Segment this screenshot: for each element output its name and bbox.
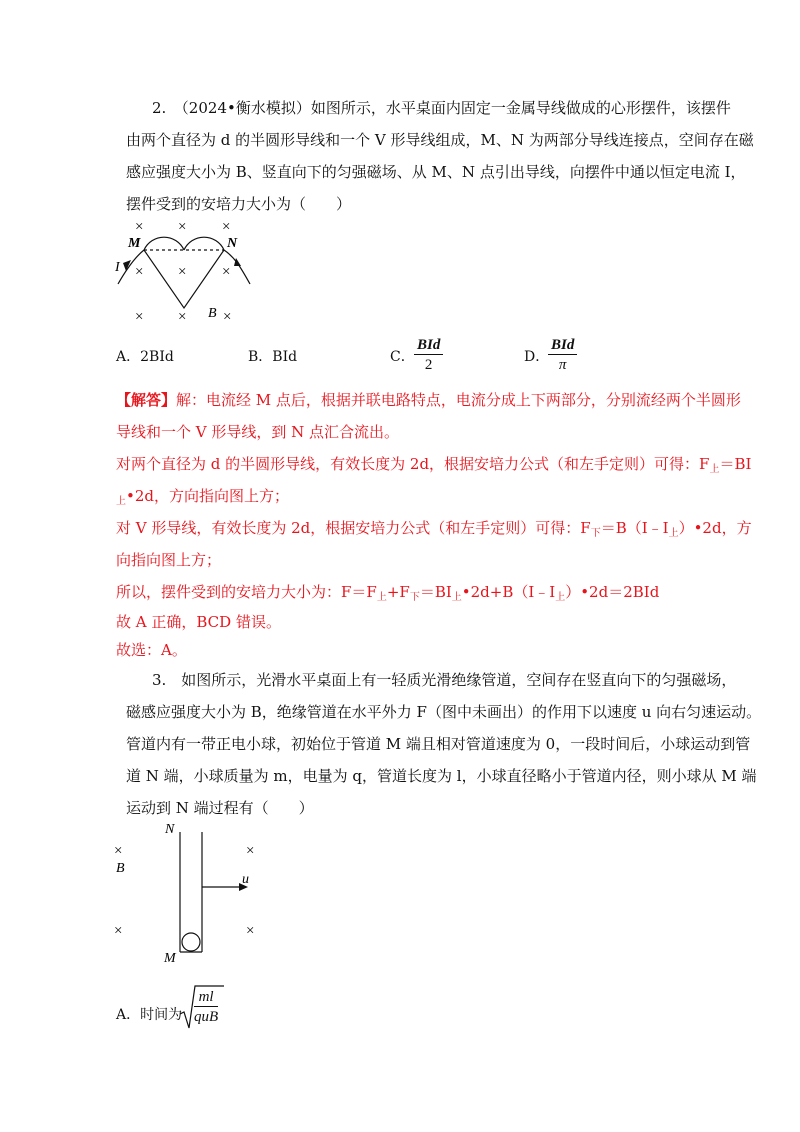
current-arrow-out (234, 258, 241, 266)
answer-text: •2d+B（I﹣I (461, 583, 556, 601)
answer-text: +F (386, 583, 410, 601)
answer-line-4 (116, 486, 289, 509)
answer-text: 所以，摆件受到的安培力大小为：F＝F (116, 583, 377, 601)
subscript: 下 (409, 592, 420, 603)
fraction-numerator: ml (194, 988, 218, 1007)
label-B: B (116, 861, 125, 876)
field-cross: × (223, 309, 232, 325)
answer-line-2: 导线和一个 V 形导线，到 N 点汇合流出。 (116, 423, 400, 441)
charged-ball (182, 933, 200, 951)
label-B: B (208, 306, 217, 321)
q2-option-a[interactable] (116, 346, 174, 366)
subscript: 下 (590, 528, 601, 539)
answer-text: ＝BI (419, 583, 452, 601)
field-cross: × (222, 264, 231, 280)
field-cross: × (135, 264, 144, 280)
field-cross: × (135, 219, 144, 235)
answer-text: •2d，方向指向图上方； (126, 487, 289, 505)
field-cross: × (178, 264, 187, 280)
option-letter: A． (116, 349, 141, 365)
fraction-denominator: π (558, 357, 567, 373)
q2-option-d-fraction (548, 336, 577, 375)
heart-wire-figure (112, 214, 272, 326)
option-text: 时间为 (140, 1007, 183, 1023)
q3-option-a-fraction (194, 988, 218, 1027)
subscript: 上 (451, 592, 462, 603)
option-text: BId (272, 349, 298, 365)
field-cross: × (178, 309, 187, 325)
option-letter: C． (390, 349, 415, 365)
fraction-denominator: quB (194, 1009, 219, 1025)
answer-line-6: 向指向图上方； (116, 551, 222, 569)
field-cross: × (114, 843, 123, 859)
option-letter: A． (116, 1007, 141, 1023)
answer-line-9: 故选：A。 (116, 641, 187, 659)
answer-text: 对两个直径为 d 的半圆形导线，有效长度为 2d，根据安培力公式（和左手定则）可得：F (116, 455, 710, 473)
right-semicircle-wire (184, 237, 224, 250)
option-letter: D． (524, 349, 550, 365)
field-cross: × (178, 219, 187, 235)
field-cross: × (222, 219, 231, 235)
field-cross: × (135, 309, 144, 325)
option-text: 2BId (140, 349, 174, 365)
answer-text: ）•2d＝2BId (565, 583, 660, 601)
q3-line-3: 管道内有一带正电小球，初始位于管道 M 端且相对管道速度为 0，一段时间后，小球运动到管 (126, 735, 751, 753)
answer-line-3 (116, 454, 751, 477)
label-u: u (242, 872, 249, 887)
fraction-denominator: 2 (424, 357, 433, 373)
subscript: 上 (376, 592, 387, 603)
option-letter: B． (248, 349, 273, 365)
subscript: 上 (555, 592, 566, 603)
answer-line-8: 故 A 正确，BCD 错误。 (116, 613, 281, 631)
answer-line-7 (116, 582, 659, 605)
label-N: N (227, 236, 238, 251)
answer-text: 解：电流经 M 点后，根据并联电路特点，电流分成上下两部分，分别流经两个半圆形 (176, 391, 741, 409)
label-I: I (115, 260, 120, 275)
tube-figure (108, 820, 278, 970)
subscript: 上 (668, 528, 679, 539)
q2-option-d[interactable] (524, 346, 549, 366)
answer-text: ＝B（I﹣I (600, 519, 669, 537)
label-M: M (128, 236, 141, 251)
answer-tag: 【解答】 (116, 391, 177, 409)
q3-option-a[interactable] (116, 1004, 182, 1024)
fraction-numerator: BId (414, 336, 443, 355)
q3-line-5: 运动到 N 端过程有（ ） (126, 799, 314, 817)
fraction-numerator: BId (548, 336, 577, 355)
q3-line-2: 磁感应强度大小为 B，绝缘管道在水平外力 F（图中未画出）的作用下以速度 u 向右匀速运动。 (126, 703, 762, 721)
q2-option-c-fraction (414, 336, 443, 375)
answer-line-1 (116, 390, 741, 410)
field-cross: × (246, 923, 255, 939)
label-M: M (164, 951, 176, 966)
q2-line-4: 摆件受到的安培力大小为（ ） (126, 195, 352, 213)
field-cross: × (246, 843, 255, 859)
left-semicircle-wire (144, 237, 184, 250)
label-N: N (165, 822, 175, 837)
field-cross: × (114, 923, 123, 939)
q3-line-1: 3. 如图所示，光滑水平桌面上有一轻质光滑绝缘管道，空间存在竖直向下的匀强磁场， (152, 671, 737, 689)
subscript: 上 (709, 464, 720, 475)
q2-line-1: 2. （2024•衡水模拟）如图所示，水平桌面内固定一金属导线做成的心形摆件，该摆件 (152, 99, 731, 117)
q2-option-c[interactable] (390, 346, 415, 366)
answer-text: ＝BI (719, 455, 752, 473)
q3-line-4: 道 N 端，小球质量为 m，电量为 q，管道长度为 l，小球直径略小于管道内径，则小球从 M 端 (126, 767, 757, 785)
answer-text: ）•2d，方 (678, 519, 752, 537)
subscript: 上 (116, 496, 126, 507)
answer-text: 对 V 形导线，有效长度为 2d，根据安培力公式（和左手定则）可得：F (116, 519, 591, 537)
answer-line-5 (116, 518, 752, 541)
q2-option-b[interactable] (248, 346, 297, 366)
q2-line-2: 由两个直径为 d 的半圆形导线和一个 V 形导线组成，M、N 为两部分导线连接点，空间存在磁 (126, 131, 754, 149)
q2-line-3: 感应强度大小为 B、竖直向下的匀强磁场、从 M、N 点引出导线，向摆件中通以恒定电流 I， (126, 163, 746, 181)
